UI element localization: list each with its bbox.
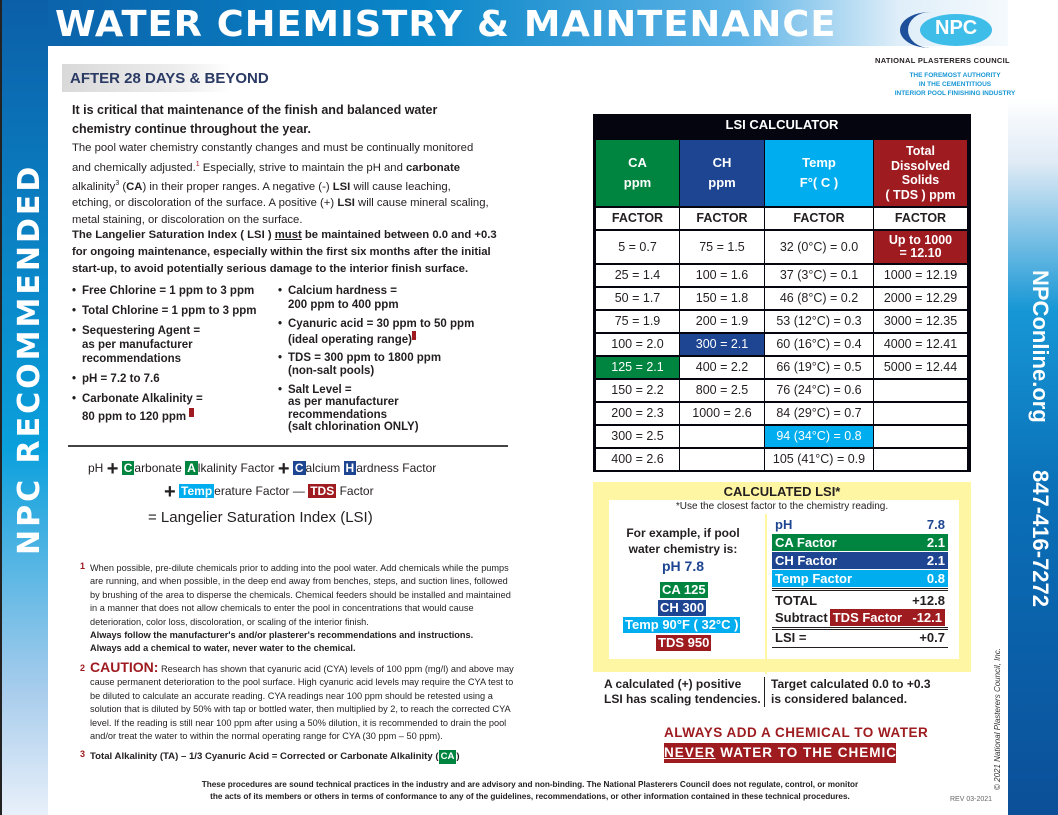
value: +12.8 [912, 593, 945, 608]
scaling-note [604, 677, 761, 707]
calc-row-temp [772, 570, 948, 587]
calc-cell-temp: 46 (8°C) = 0.2 [765, 288, 873, 309]
text: • Sequestering Agent = [82, 325, 201, 337]
text: • Salt Level = [288, 383, 352, 396]
footnote-ref: 3 [189, 408, 194, 417]
tagline-line: THE FOREMOST AUTHORITY [909, 72, 1001, 79]
left-band [0, 0, 48, 815]
value: -12.1 [912, 610, 942, 625]
calc-cell-ca: 25 = 1.4 [596, 265, 679, 286]
calc-cell-tds [874, 380, 967, 401]
logo-text: NPC [935, 17, 978, 39]
calc-row-total [772, 592, 948, 609]
calc-cell-tds [874, 426, 967, 447]
calc-cell-temp: 105 (41°C) = 0.9 [765, 449, 873, 470]
bullet-item [72, 304, 272, 318]
value: 7.8 [926, 517, 945, 532]
calc-cell-temp: 84 (29°C) = 0.7 [765, 403, 873, 424]
tagline-line: INTERIOR POOL FINISHING INDUSTRY [894, 90, 1016, 97]
always-add-chemical-warning: ALWAYS ADD A CHEMICAL TO WATER [664, 725, 929, 740]
text: LSI [332, 180, 351, 193]
footnote-number: 2 [80, 663, 86, 673]
calc-cell-ca: 400 = 2.6 [596, 449, 679, 470]
divider [772, 647, 948, 649]
text: NEVER [664, 745, 716, 760]
calc-row-lsi [772, 629, 948, 646]
intro-paragraph [72, 140, 492, 228]
value: 2.1 [926, 553, 945, 568]
text: ) in their proper ranges. A negative (-) [142, 180, 333, 193]
chip-ca: CA [440, 751, 455, 762]
text: pH = 7.2 to 7.6 [82, 373, 160, 385]
bullet-list-right [278, 284, 508, 440]
factor-label: FACTOR [680, 208, 764, 229]
never-water-warning [664, 743, 918, 763]
target-note [764, 677, 931, 707]
calc-cell-ch: 800 = 2.5 [680, 380, 764, 401]
intro-heading: It is critical that maintenance of the finish and balanced water chemistry continue throughout the year. [72, 103, 438, 136]
text: Total Chlorine = 1 ppm to 3 ppm [82, 305, 257, 317]
text: Always follow the manufacturer's and/or plasterer's recommendations and instructions. [90, 630, 474, 641]
example-temp-chip: Temp 90°F ( 32°C ) [625, 617, 739, 632]
tds-factor-chip [830, 609, 945, 626]
calc-cell-ca: 5 = 0.7 [596, 231, 679, 263]
calc-cell-ch [680, 426, 764, 447]
minus-icon: — [292, 484, 305, 498]
calc-cell-ch: 75 = 1.5 [680, 231, 764, 263]
calculator-title: LSI CALCULATOR [725, 117, 839, 132]
lsi-formula-line2 [164, 480, 374, 503]
calc-cell-ch: 200 = 1.9 [680, 311, 764, 332]
text: as per manufacturer [288, 396, 399, 409]
divider [765, 514, 767, 674]
lsi-formula-result: = Langelier Saturation Index (LSI) [148, 509, 373, 526]
section-title-text: AFTER 28 DAYS & BEYOND [70, 70, 269, 87]
example-ca-chip: CA 125 [662, 582, 706, 597]
page-title: WATER CHEMISTRY & MAINTENANCE [55, 4, 837, 45]
example-intro: For example, if pool water chemistry is: [626, 526, 740, 556]
disclaimer [150, 779, 910, 803]
text: Solids [901, 173, 940, 187]
header-ca [596, 140, 679, 206]
text: Factor [339, 484, 374, 498]
text: lkalinity Factor [197, 461, 275, 475]
lsi-formula-line1 [88, 457, 437, 480]
text: These procedures are sound technical practices in the industry and are advisory and non-binding. The National Plasterers Council does not regulate, control, or monitor [201, 780, 859, 789]
text: • TDS = 300 ppm to 1800 ppm [288, 351, 442, 364]
text: Always add a chemical to water, never water to the chemical. [90, 643, 356, 654]
calc-cell-ch: 300 = 2.1 [680, 334, 764, 355]
text: erature Factor [214, 484, 290, 498]
npc-logo [900, 12, 995, 48]
bullet-list-left [72, 284, 272, 430]
text: alcium [305, 461, 341, 475]
text: arbonate [134, 461, 182, 475]
chip-ch-h: H [345, 461, 355, 475]
phone-number: 847-416-7272 [1028, 470, 1053, 608]
text: (ideal operating range) [288, 333, 412, 346]
text: TDS Factor [832, 610, 903, 625]
text: When possible, pre-dilute chemicals prior to adding into the pool water. Add chemicals while the pumps are running, and when possible, in the deep end away from benches, steps, and suction lines, followed by brushing of the area to disperse the chemicals. Chemical feeders should be installed and maintained in a manner that does not allow chemicals to enter the pool in concentrations that would cause deterioration, color loss, discoloration, or scaling of the interior finish. [90, 563, 511, 627]
calc-cell-temp: 66 (19°C) = 0.5 [765, 357, 873, 378]
calc-cell-ca: 50 = 1.7 [596, 288, 679, 309]
calc-row-ph [772, 516, 948, 533]
text: The Langelier Saturation Index ( LSI ) [72, 229, 275, 241]
text: LSI [337, 197, 355, 210]
text: ( TDS ) ppm [885, 187, 956, 202]
calc-cell-temp: 94 (34°C) = 0.8 [765, 426, 873, 447]
text: • Cyanuric acid = 30 ppm to 50 ppm [288, 318, 475, 330]
example-ch-chip: CH 300 [660, 600, 705, 615]
factor-label: FACTOR [596, 208, 679, 229]
text: A calculated (+) positive [604, 677, 742, 691]
footnote-3 [80, 749, 515, 764]
value: +0.7 [919, 630, 945, 645]
org-tagline [880, 71, 1030, 98]
header-temp [765, 140, 873, 206]
calc-cell-tds: 5000 = 12.44 [874, 357, 967, 378]
example-tds-chip: TDS 950 [658, 635, 710, 650]
text: ppm [708, 175, 736, 190]
chip-ca-a: A [187, 461, 196, 475]
revision-label: REV 03-2021 [950, 796, 993, 803]
right-band [1008, 0, 1058, 815]
calc-cell-ch: 1000 = 2.6 [680, 403, 764, 424]
factor-label: FACTOR [874, 208, 967, 229]
text: 200 ppm to 400 ppm [288, 299, 399, 311]
bullet-item [278, 384, 508, 434]
tagline-line: IN THE CEMENTITIOUS [918, 81, 992, 88]
text: The pool water chemistry constantly changes and must be continually monitored and chemically adjusted. [72, 142, 474, 174]
calc-cell-temp: 60 (16°C) = 0.4 [765, 334, 873, 355]
text: recommendations [82, 353, 182, 365]
bullet-item [72, 372, 272, 386]
copyright: © 2021 National Plasterers Council, Inc. [993, 648, 1002, 790]
lsi-paragraph [72, 227, 502, 278]
plus-icon: + [106, 457, 119, 480]
text: Dissolved [890, 158, 951, 173]
calc-cell-temp: 76 (24°C) = 0.6 [765, 380, 873, 401]
org-name: NATIONAL PLASTERERS COUNCIL [875, 56, 1010, 65]
calc-cell-temp: 37 (3°C) = 0.1 [765, 265, 873, 286]
chip-ca-c: C [123, 461, 133, 475]
text: TOTAL [775, 593, 818, 608]
value: 2.1 [926, 535, 945, 550]
footnote-1 [80, 561, 515, 656]
calc-cell-ch: 100 = 1.6 [680, 265, 764, 286]
text: will cause mineral scaling, metal staining, or discoloration on the surface. [72, 197, 489, 226]
text: pH [775, 517, 793, 532]
footnote-ref: 2 [411, 331, 417, 340]
calculated-note: *Use the closest factor to the chemistry reading. [675, 501, 889, 512]
text: is considered balanced. [771, 692, 908, 706]
npc-recommended-label: NPC RECOMMENDED [12, 163, 47, 555]
text: Temp [802, 155, 836, 170]
text: Total Alkalinity (TA) – 1/3 Cyanuric Acid = Corrected or Carbonate Alkalinity ( [90, 751, 439, 762]
value: 0.8 [926, 571, 945, 586]
website-link[interactable]: NPConline.org [1028, 270, 1053, 423]
calc-cell-temp: 32 (0°C) = 0.0 [765, 231, 873, 263]
text: CH [712, 155, 732, 170]
calc-row-ch [772, 552, 948, 569]
text: LSI has scaling tendencies. [604, 692, 761, 706]
text: as per manufacturer [82, 339, 193, 351]
calc-row-ca [772, 534, 948, 551]
text: Especially, strive to maintain the pH and [199, 161, 406, 174]
calc-cell-tds: 4000 = 12.41 [874, 334, 967, 355]
example-ph: pH 7.8 [661, 558, 704, 574]
text: Total [906, 144, 935, 158]
calc-cell-tds: Up to 1000 = 12.10 [874, 231, 967, 263]
text: CH Factor [775, 553, 838, 568]
text: ( [119, 180, 127, 193]
footnote-number: 1 [80, 561, 86, 571]
text: F°( C ) [799, 175, 839, 190]
caution-label: CAUTION: [90, 659, 159, 675]
bullet-item [72, 392, 272, 424]
text: ppm [623, 175, 652, 190]
footnote-2 [80, 659, 515, 743]
footnote-number: 3 [80, 749, 86, 759]
text: Target calculated 0.0 to +0.3 [771, 677, 931, 691]
header-tds [874, 140, 967, 206]
text: Free Chlorine = 1 ppm to 3 ppm [82, 285, 255, 297]
chip-ch-c: C [294, 461, 304, 475]
plus-icon: + [164, 480, 176, 503]
calc-cell-temp: 53 (12°C) = 0.3 [765, 311, 873, 332]
calc-cell-ch: 150 = 1.8 [680, 288, 764, 309]
chip-tds: TDS [310, 484, 335, 498]
text: Temp Factor [775, 571, 853, 586]
calc-cell-ca: 125 = 2.1 [596, 357, 679, 378]
calc-cell-tds [874, 449, 967, 470]
text: recommendations [288, 408, 388, 421]
bullet-item [72, 284, 272, 298]
text: CA [126, 180, 143, 193]
bullet-item [278, 352, 508, 378]
text: CA [628, 155, 647, 170]
bullet-item [278, 284, 508, 312]
text: carbonate [406, 161, 460, 174]
text: • Carbonate Alkalinity = [82, 393, 203, 405]
section-title [62, 64, 269, 92]
calc-cell-ca: 200 = 2.3 [596, 403, 679, 424]
text: WATER TO THE CHEMICAL [715, 745, 918, 760]
footnote-ref: 3 [115, 179, 120, 187]
calc-cell-tds: 2000 = 12.29 [874, 288, 967, 309]
text: LSI = [775, 630, 807, 645]
calc-cell-tds: 3000 = 12.35 [874, 311, 967, 332]
footnote-ref: 1 [195, 160, 200, 168]
calc-cell-ca: 100 = 2.0 [596, 334, 679, 355]
text: will cause leaching, etching, or discoloration of the surface. A positive (+) [72, 180, 451, 210]
calc-cell-tds [874, 403, 967, 424]
text: (salt chlorination ONLY) [288, 421, 419, 434]
chip-temp: Temp [181, 484, 213, 498]
text: CA Factor [775, 535, 837, 550]
calculator-grid [596, 140, 968, 470]
header-ch [680, 140, 764, 206]
text: Research has shown that cyanuric acid (CYA) levels of 100 ppm (mg/l) and above may cause permanent deterioration to the pool surface. High cyanuric acid levels may require the CYA test to be diluted to calculate an accurate reading. CYA readings near 100 ppm should be retested using a solution that is diluted by 50% with tap or bottled water, then multiplied by 2, to reach the corrected CYA level. If the reading is still near 100 ppm after using a 50% dilution, it is recommended to drain the pool and/or treat the water to within the normal operating range for CYA (30 ppm – 50 ppm). [90, 664, 514, 742]
text: be maintained between 0.0 and +0.3 for ongoing maintenance, especially within the first six months after the initial start-up, to avoid potentially serious damage to the interior finish surface. [72, 229, 497, 275]
bullet-item [278, 318, 508, 346]
text: ardness Factor [356, 461, 437, 475]
text: ) [456, 751, 460, 762]
text: (non-salt pools) [288, 364, 375, 377]
bullet-item [72, 324, 272, 366]
calc-cell-ch: 400 = 2.2 [680, 357, 764, 378]
calc-cell-tds: 1000 = 12.19 [874, 265, 967, 286]
calc-cell-ca: 150 = 2.2 [596, 380, 679, 401]
lsi-calculator-table [593, 114, 971, 472]
text: 80 ppm to 120 ppm [82, 410, 187, 423]
calculated-title: CALCULATED LSI* [723, 484, 841, 499]
text: must [274, 229, 302, 241]
plus-icon: + [277, 457, 290, 480]
calc-cell-ca: 300 = 2.5 [596, 426, 679, 447]
calc-row-subtract [772, 609, 948, 626]
text: Subtract [775, 610, 828, 625]
divider [68, 445, 508, 447]
text: the acts of its members or others in terms of conformance to any of the guidelines, recommendations, or other information contained in these technical procedures. [210, 792, 850, 801]
text: alkalinity [72, 180, 116, 193]
calc-cell-ch [680, 449, 764, 470]
text: • Calcium hardness = [288, 285, 397, 297]
text: pH [88, 461, 104, 475]
factor-label: FACTOR [765, 208, 873, 229]
divider [772, 588, 948, 591]
calc-cell-ca: 75 = 1.9 [596, 311, 679, 332]
